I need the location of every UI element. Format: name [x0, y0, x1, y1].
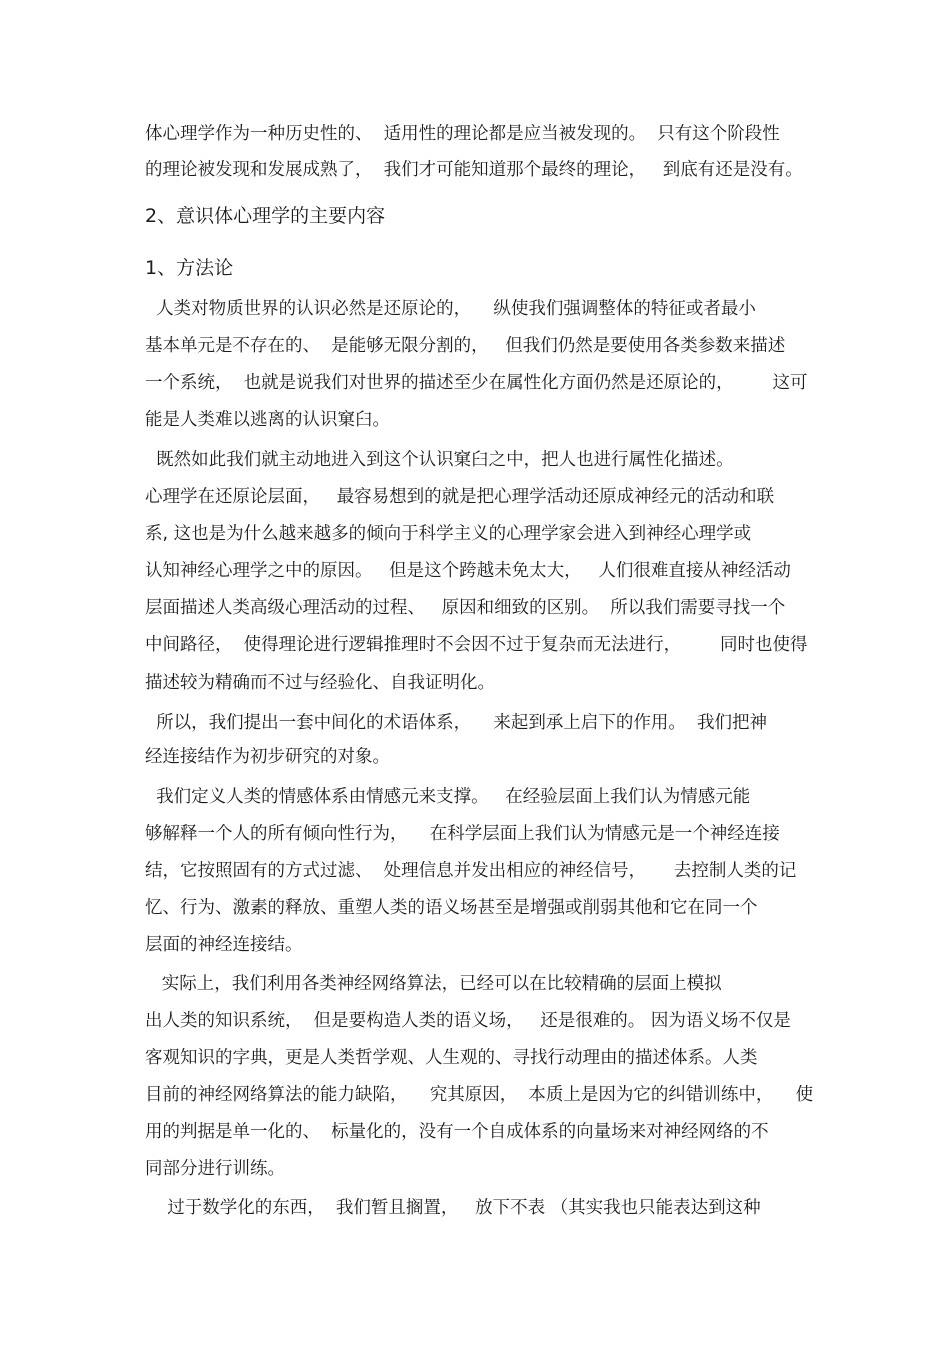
- text-line: 过于数学化的东西， 我们暂且搁置， 放下不表 （其实我也只能表达到这种: [145, 1198, 761, 1218]
- subsection-heading: 1、方法论: [145, 257, 234, 279]
- text-line: 结，它按照固有的方式过滤、 处理信息并发出相应的神经信号， 去控制人类的记: [145, 861, 797, 881]
- text-line: 目前的神经网络算法的能力缺陷， 究其原因， 本质上是因为它的纠错训练中， 使: [145, 1085, 814, 1105]
- text-line: 出人类的知识系统， 但是要构造人类的语义场， 还是很难的。 因为语义场不仅是: [145, 1011, 791, 1031]
- section-heading: 2、意识体心理学的主要内容: [145, 205, 386, 227]
- text-line: 的理论被发现和发展成熟了， 我们才可能知道那个最终的理论， 到底有还是没有。: [145, 160, 803, 180]
- text-line: 够解释一个人的所有倾向性行为， 在科学层面上我们认为情感元是一个神经连接: [145, 824, 780, 844]
- text-line: 我们定义人类的情感体系由情感元来支撑。 在经验层面上我们认为情感元能: [145, 787, 751, 807]
- text-line: 体心理学作为一种历史性的、 适用性的理论都是应当被发现的。 只有这个阶段性: [145, 124, 780, 144]
- text-line: 中间路径， 使得理论进行逻辑推理时不会因不过于复杂而无法进行， 同时也使得: [145, 635, 808, 655]
- text-line: 一个系统， 也就是说我们对世界的描述至少在属性化方面仍然是还原论的， 这可: [145, 373, 808, 393]
- text-line: 既然如此我们就主动地进入到这个认识窠臼之中，把人也进行属性化描述。: [145, 450, 734, 470]
- text-line: 能是人类难以逃离的认识窠臼。: [145, 410, 390, 430]
- text-line: 描述较为精确而不过与经验化、自我证明化。: [145, 673, 495, 693]
- text-line: 客观知识的字典，更是人类哲学观、人生观的、寻找行动理由的描述体系。人类: [145, 1048, 758, 1068]
- text-line: 同部分进行训练。: [145, 1159, 285, 1179]
- text-line: 心理学在还原论层面， 最容易想到的就是把心理学活动还原成神经元的活动和联: [145, 487, 775, 507]
- text-line: 所以，我们提出一套中间化的术语体系， 来起到承上启下的作用。 我们把神: [145, 713, 767, 733]
- text-line: 用的判据是单一化的、 标量化的，没有一个自成体系的向量场来对神经网络的不: [145, 1122, 769, 1142]
- text-line: 层面描述人类高级心理活动的过程、 原因和细致的区别。 所以我们需要寻找一个: [145, 598, 786, 618]
- text-line: 层面的神经连接结。: [145, 935, 303, 955]
- text-line: 实际上，我们利用各类神经网络算法，已经可以在比较精确的层面上模拟: [145, 974, 722, 994]
- text-line: 基本单元是不存在的、 是能够无限分割的， 但我们仍然是要使用各类参数来描述: [145, 336, 786, 356]
- text-line: 忆、行为、激素的释放、重塑人类的语义场甚至是增强或削弱其他和它在同一个: [145, 898, 758, 918]
- text-line: 经连接结作为初步研究的对象。: [145, 747, 390, 767]
- text-line: 人类对物质世界的认识必然是还原论的， 纵使我们强调整体的特征或者最小: [145, 299, 756, 319]
- text-line: 认知神经心理学之中的原因。 但是这个跨越未免太大， 人们很难直接从神经活动: [145, 561, 791, 581]
- text-line: 系, 这也是为什么越来越多的倾向于科学主义的心理学家会进入到神经心理学或: [145, 524, 752, 544]
